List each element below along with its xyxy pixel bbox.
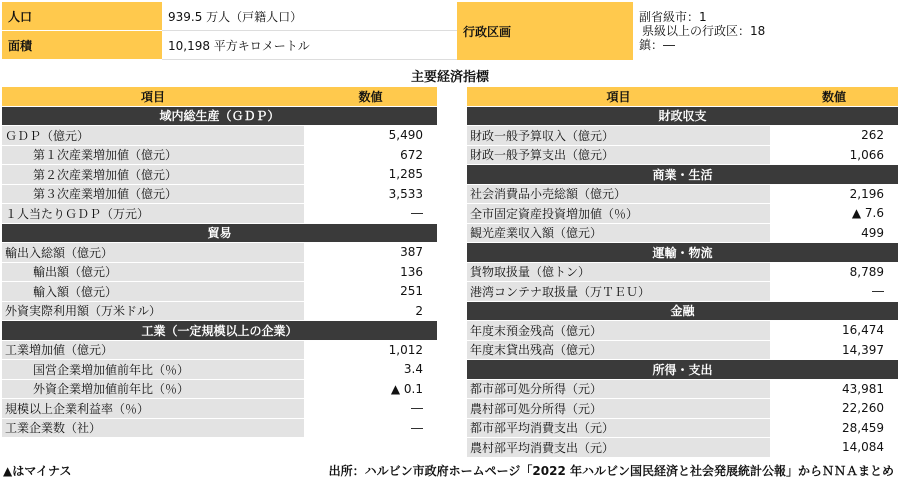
indicator-value: 14,084 (842, 440, 884, 455)
admin-line-2: 県級以上の行政区：18 (642, 24, 766, 38)
section-header: 工業（一定規模以上の企業） (2, 321, 437, 341)
indicator-label: 輸出額（億元） (2, 263, 304, 282)
column-header-item: 項目 (140, 89, 165, 104)
column-header-value: 数値 (358, 89, 383, 104)
left-indicator-table (2, 87, 437, 438)
indicator-value: 672 (400, 147, 423, 162)
indicator-value: 387 (400, 245, 423, 260)
indicator-label: 輸入額（億元） (2, 282, 304, 301)
indicator-label: 財政一般予算収入（億元） (467, 126, 770, 145)
indicator-value: 28,459 (842, 420, 884, 435)
indicator-value: 1,285 (388, 167, 423, 182)
indicator-label: 第３次産業増加値（億元） (2, 185, 304, 204)
table-header (2, 87, 437, 107)
indicator-value: 43,981 (842, 381, 884, 396)
indicator-label: 財政一般予算支出（億元） (467, 146, 770, 165)
admin-division-label: 行政区画 (457, 2, 633, 60)
indicator-value: 136 (400, 264, 423, 279)
footnote-minus: ▲はマイナス (3, 464, 72, 478)
indicator-value: 3.4 (403, 362, 423, 377)
indicator-label: 観光産業収入額（億元） (467, 224, 770, 243)
table-header (467, 87, 898, 107)
table-row (2, 126, 437, 146)
indicator-label: 国営企業増加値前年比（％） (2, 360, 304, 379)
indicator-label: 第１次産業増加値（億元） (2, 146, 304, 165)
admin-division-value (633, 2, 898, 60)
indicator-label: 港湾コンテナ取扱量（万ＴＥＵ） (467, 282, 770, 301)
table-row (2, 380, 437, 400)
indicator-value: 8,789 (849, 264, 884, 279)
admin-line-1: 副省級市：1 (639, 10, 707, 24)
indicator-label: 外資実際利用額（万米ドル） (2, 302, 304, 321)
area-label: 面積 (2, 31, 162, 60)
indicator-value: ▲ 0.1 (390, 381, 423, 396)
indicator-label: 年度末貸出残高（億元） (467, 341, 770, 360)
indicator-label: 都市部平均消費支出（元） (467, 419, 770, 438)
table-row (467, 341, 898, 361)
indicator-label: 年度末預金残高（億元） (467, 321, 770, 340)
indicator-label: 貨物取扱量（億トン） (467, 263, 770, 282)
indicator-value: ― (411, 401, 423, 416)
indicator-value: 1,066 (849, 147, 884, 162)
indicator-value: 16,474 (842, 323, 884, 338)
indicator-value: 1,012 (388, 342, 423, 357)
table-row (467, 204, 898, 224)
city-info-table (2, 2, 898, 60)
table-row (2, 399, 437, 419)
table-row (2, 204, 437, 224)
indicator-value: 2 (415, 303, 423, 318)
indicator-label: 輸出入総額（億元） (2, 243, 304, 262)
right-indicator-table (467, 87, 898, 458)
table-row (2, 165, 437, 185)
section-header: 商業・生活 (467, 165, 898, 185)
table-row (467, 282, 898, 302)
section-header: 運輸・物流 (467, 243, 898, 263)
table-row (467, 263, 898, 283)
section-header: 財政収支 (467, 107, 898, 127)
table-row (2, 302, 437, 322)
table-row (467, 321, 898, 341)
indicator-value: ― (872, 284, 884, 299)
indicator-value: 2,196 (849, 186, 884, 201)
indicator-label: 外資企業増加値前年比（％） (2, 380, 304, 399)
table-row (467, 399, 898, 419)
section-header: 貿易 (2, 224, 437, 244)
section-header: 所得・支出 (467, 360, 898, 380)
page-title: 主要経済指標 (410, 70, 489, 85)
indicator-value: 262 (861, 128, 884, 143)
area-value: 10,198 平方キロメートル (162, 31, 457, 60)
table-row (2, 243, 437, 263)
table-row (467, 126, 898, 146)
table-row (467, 438, 898, 458)
indicator-value: ― (411, 420, 423, 435)
table-row (2, 282, 437, 302)
table-row (467, 224, 898, 244)
column-header-value: 数値 (821, 89, 846, 104)
indicator-label: 規模以上企業利益率（％） (2, 399, 304, 418)
table-row (2, 341, 437, 361)
indicator-label: 第２次産業増加値（億元） (2, 165, 304, 184)
indicator-value: 5,490 (388, 128, 423, 143)
admin-line-3: 鎮：― (639, 38, 676, 52)
source-note: 出所：ハルビン市政府ホームページ「2022 年ハルビン国民経済と社会発展統計公報」からＮＮＡまとめ (328, 464, 894, 478)
table-row (467, 146, 898, 166)
indicator-label: 農村部平均消費支出（元） (467, 438, 770, 457)
indicator-value: 251 (400, 284, 423, 299)
section-header: 金融 (467, 302, 898, 322)
indicator-label: ＧＤＰ（億元） (2, 126, 304, 145)
table-row (467, 185, 898, 205)
indicator-value: ― (411, 206, 423, 221)
table-row (2, 360, 437, 380)
indicator-value: 22,260 (842, 401, 884, 416)
indicator-label: 工業増加値（億元） (2, 341, 304, 360)
table-row (2, 185, 437, 205)
indicator-value: ▲ 7.6 (851, 206, 884, 221)
indicator-label: 農村部可処分所得（元） (467, 399, 770, 418)
table-row (467, 380, 898, 400)
indicator-value: 14,397 (842, 342, 884, 357)
indicator-label: 全市固定資産投資増加値（％） (467, 204, 770, 223)
section-header: 域内総生産（ＧＤＰ） (2, 107, 437, 127)
indicator-label: 工業企業数（社） (2, 419, 304, 438)
table-row (2, 419, 437, 439)
indicator-value: 499 (861, 225, 884, 240)
population-value: 939.5 万人（戸籍人口） (162, 2, 457, 31)
population-label: 人口 (2, 2, 162, 31)
indicator-label: 都市部可処分所得（元） (467, 380, 770, 399)
table-row (2, 146, 437, 166)
table-row (467, 419, 898, 439)
indicator-value: 3,533 (388, 186, 423, 201)
indicator-label: 社会消費品小売総額（億元） (467, 185, 770, 204)
indicator-label: １人当たりＧＤＰ（万元） (2, 204, 304, 223)
column-header-item: 項目 (606, 89, 631, 104)
table-row (2, 263, 437, 283)
